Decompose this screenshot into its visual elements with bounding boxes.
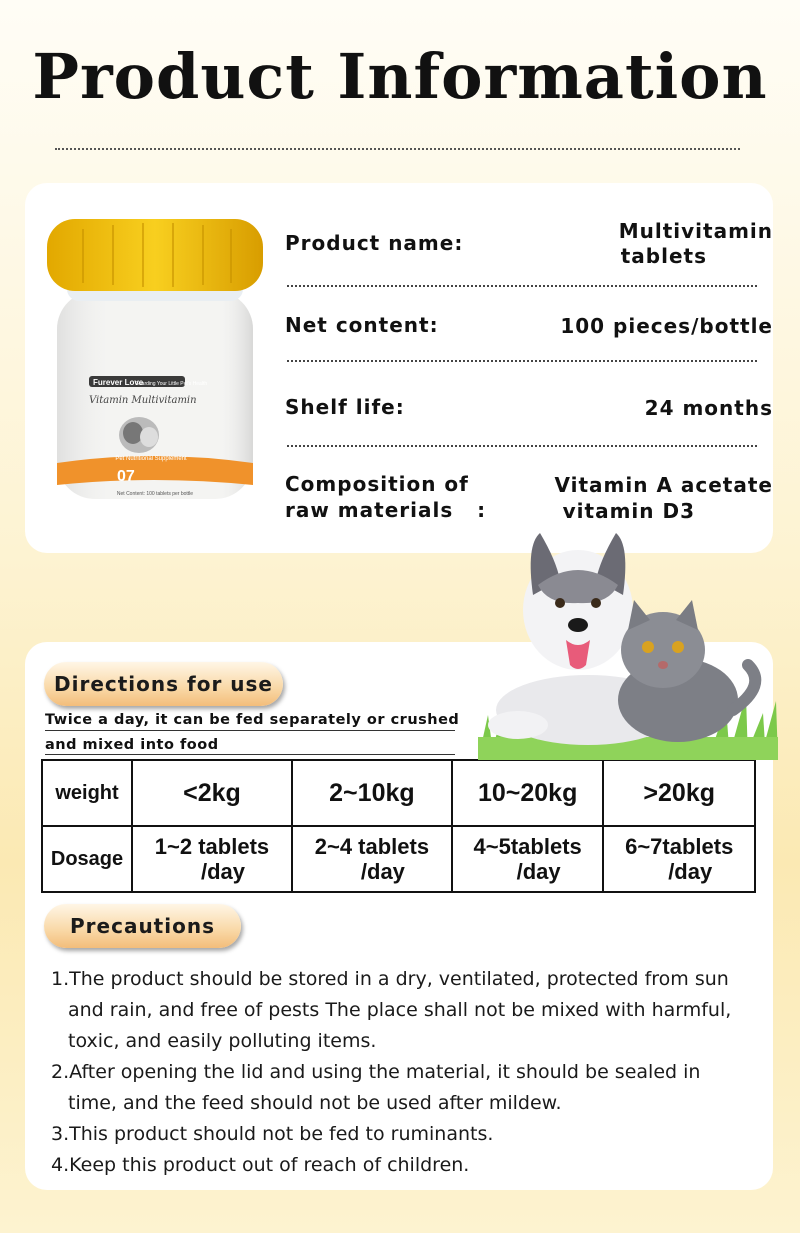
- dosage-cell: [292, 826, 452, 892]
- weight-cell: 2~10kg: [292, 760, 452, 826]
- dosage-cell: [603, 826, 755, 892]
- product-name-row: [285, 219, 773, 290]
- title-divider: [55, 148, 740, 150]
- note-underline: [45, 754, 455, 755]
- dog-and-cat-image: [478, 525, 778, 760]
- net-content-label: Net content:: [285, 313, 439, 337]
- dosage-table: [41, 759, 756, 893]
- dosage-unit: /day: [516, 859, 561, 884]
- dosage-cell: [132, 826, 292, 892]
- table-row: [42, 760, 755, 826]
- info-divider: [287, 285, 757, 287]
- list-item: 4.Keep this product out of reach of children.: [51, 1154, 470, 1176]
- page-title: Product Information: [32, 40, 768, 113]
- composition-row: [285, 471, 773, 531]
- list-item: 2.After opening the lid and using the material, it should be sealed in time, and the feed should not be used after mildew.: [51, 1061, 701, 1114]
- bottle-brand: Furever Love: [93, 378, 144, 387]
- dosage-amount: 6~7tablets: [625, 834, 734, 859]
- shelf-life-value: 24 months: [644, 396, 773, 420]
- precautions-heading: Precautions: [44, 904, 241, 948]
- bottle-tagline: Guarding Your Little Pet's Health: [135, 381, 208, 387]
- composition-label-line2: raw materials :: [285, 498, 487, 522]
- dosage-cell: [452, 826, 604, 892]
- bottle-product-name: Vitamin Multivitamin: [89, 395, 197, 406]
- shelf-life-row: [285, 394, 773, 424]
- weight-cell: 10~20kg: [452, 760, 604, 826]
- bottle-net-text: Net Content: 100 tablets per bottle: [116, 491, 194, 497]
- dosage-amount: 1~2 tablets: [154, 834, 270, 859]
- bottle-band-text: Pet Nutritional Supplement: [115, 456, 187, 462]
- row-header-weight: weight: [42, 760, 132, 826]
- composition-value-line2: vitamin D3: [562, 499, 695, 523]
- info-divider: [287, 360, 757, 362]
- product-name-value-line1: Multivitamin: [618, 219, 773, 243]
- info-divider: [287, 445, 757, 447]
- note-underline: [45, 730, 455, 731]
- product-name-label: Product name:: [285, 231, 464, 255]
- dosage-unit: /day: [200, 859, 245, 884]
- product-info-card: [25, 183, 773, 553]
- table-row: [42, 826, 755, 892]
- list-item: 1.The product should be stored in a dry, ventilated, protected from sun and rain, and free of pests The place shall not be mixed with harmful, toxic, and easily polluting items.: [51, 968, 732, 1052]
- net-content-value: 100 pieces/bottle: [560, 314, 773, 338]
- precautions-list: [51, 964, 751, 1181]
- product-name-value-line2: tablets: [620, 244, 707, 268]
- weight-cell: <2kg: [132, 760, 292, 826]
- dosage-amount: 4~5tablets: [473, 834, 582, 859]
- directions-note-line1: Twice a day, it can be fed separately or crushed: [45, 712, 460, 728]
- composition-label-line1: Composition of: [285, 472, 469, 496]
- product-bottle-image: [43, 213, 265, 503]
- dosage-unit: /day: [360, 859, 405, 884]
- weight-cell: >20kg: [603, 760, 755, 826]
- dosage-amount: 2~4 tablets: [314, 834, 430, 859]
- row-header-dosage: Dosage: [42, 826, 132, 892]
- directions-note-line2: and mixed into food: [45, 737, 219, 753]
- directions-heading: Directions for use: [44, 662, 283, 706]
- dosage-unit: /day: [668, 859, 713, 884]
- list-item: 3.This product should not be fed to ruminants.: [51, 1123, 494, 1145]
- composition-value-line1: Vitamin A acetate: [554, 473, 773, 497]
- bottle-number: 07: [117, 468, 135, 485]
- net-content-row: [285, 312, 773, 342]
- shelf-life-label: Shelf life:: [285, 395, 405, 419]
